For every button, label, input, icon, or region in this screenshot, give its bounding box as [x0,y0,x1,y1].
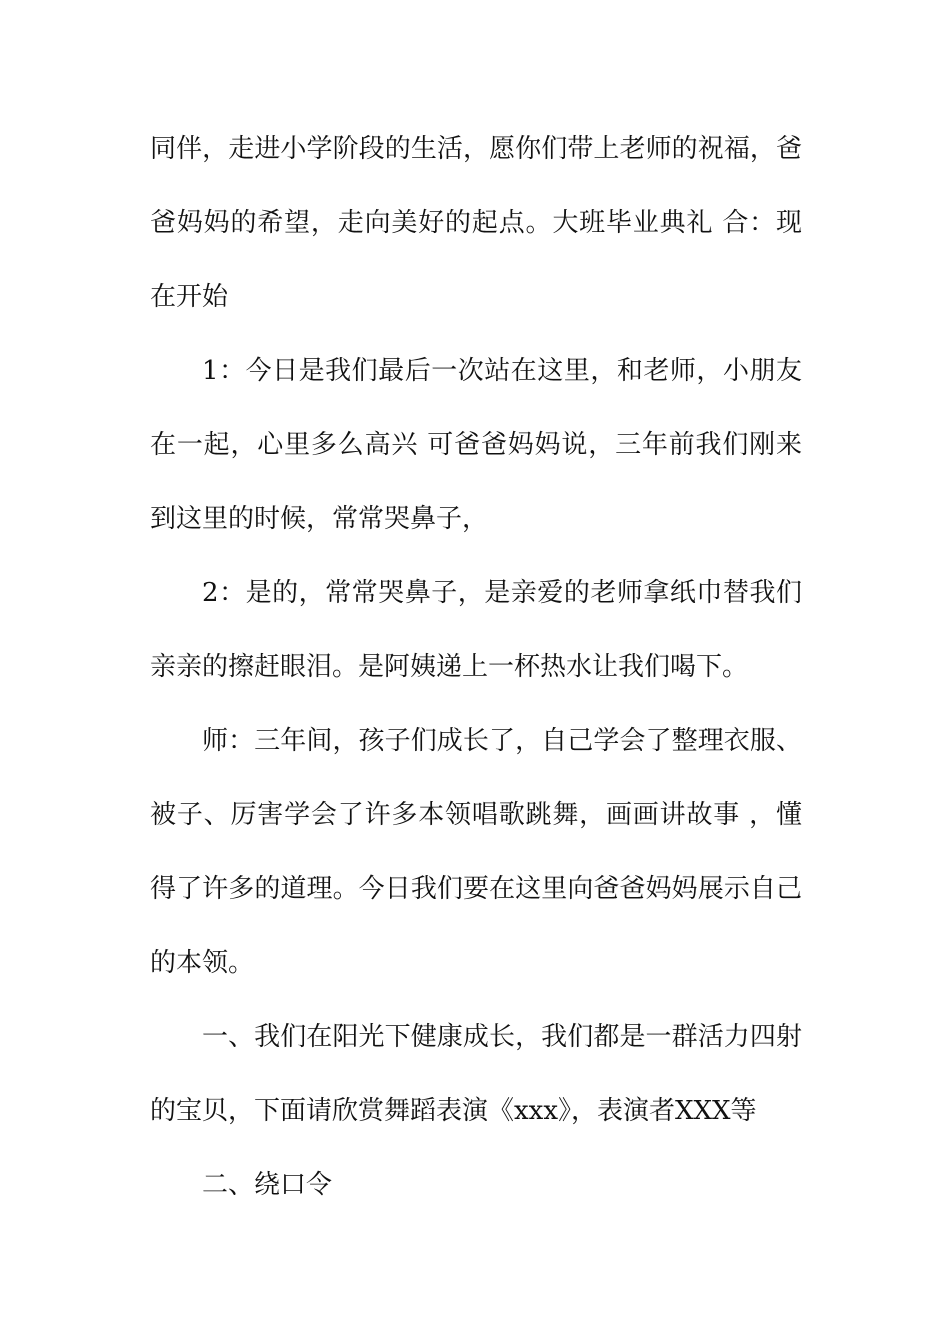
paragraph-teacher: 师：三年间，孩子们成长了，自己学会了整理衣服、被子、厉害学会了许多本领唱歌跳舞，画画讲故事 ，懂得了许多的道理。今日我们要在这里向爸爸妈妈展示自己的本领。 [150,726,802,978]
paragraph-program-1: 一、我们在阳光下健康成长，我们都是一群活力四射的宝贝，下面请欣赏舞蹈表演《xxx》，表演者XXX等 [150,1022,802,1126]
paragraph-speaker-1: 1：今日是我们最后一次站在这里，和老师，小朋友在一起，心里多么高兴 可爸爸妈妈说，三年前我们刚来到这里的时候，常常哭鼻子， [150,356,802,534]
document-body [150,112,802,1222]
paragraph-program-2: 二、绕口令 [202,1170,333,1200]
paragraph-continuation: 同伴，走进小学阶段的生活，愿你们带上老师的祝福，爸爸妈妈的希望，走向美好的起点。大班毕业典礼 合：现在开始 [150,134,802,312]
paragraph-speaker-2: 2：是的，常常哭鼻子，是亲爱的老师拿纸巾替我们亲亲的擦赶眼泪。是阿姨递上一杯热水让我们喝下。 [150,578,802,682]
